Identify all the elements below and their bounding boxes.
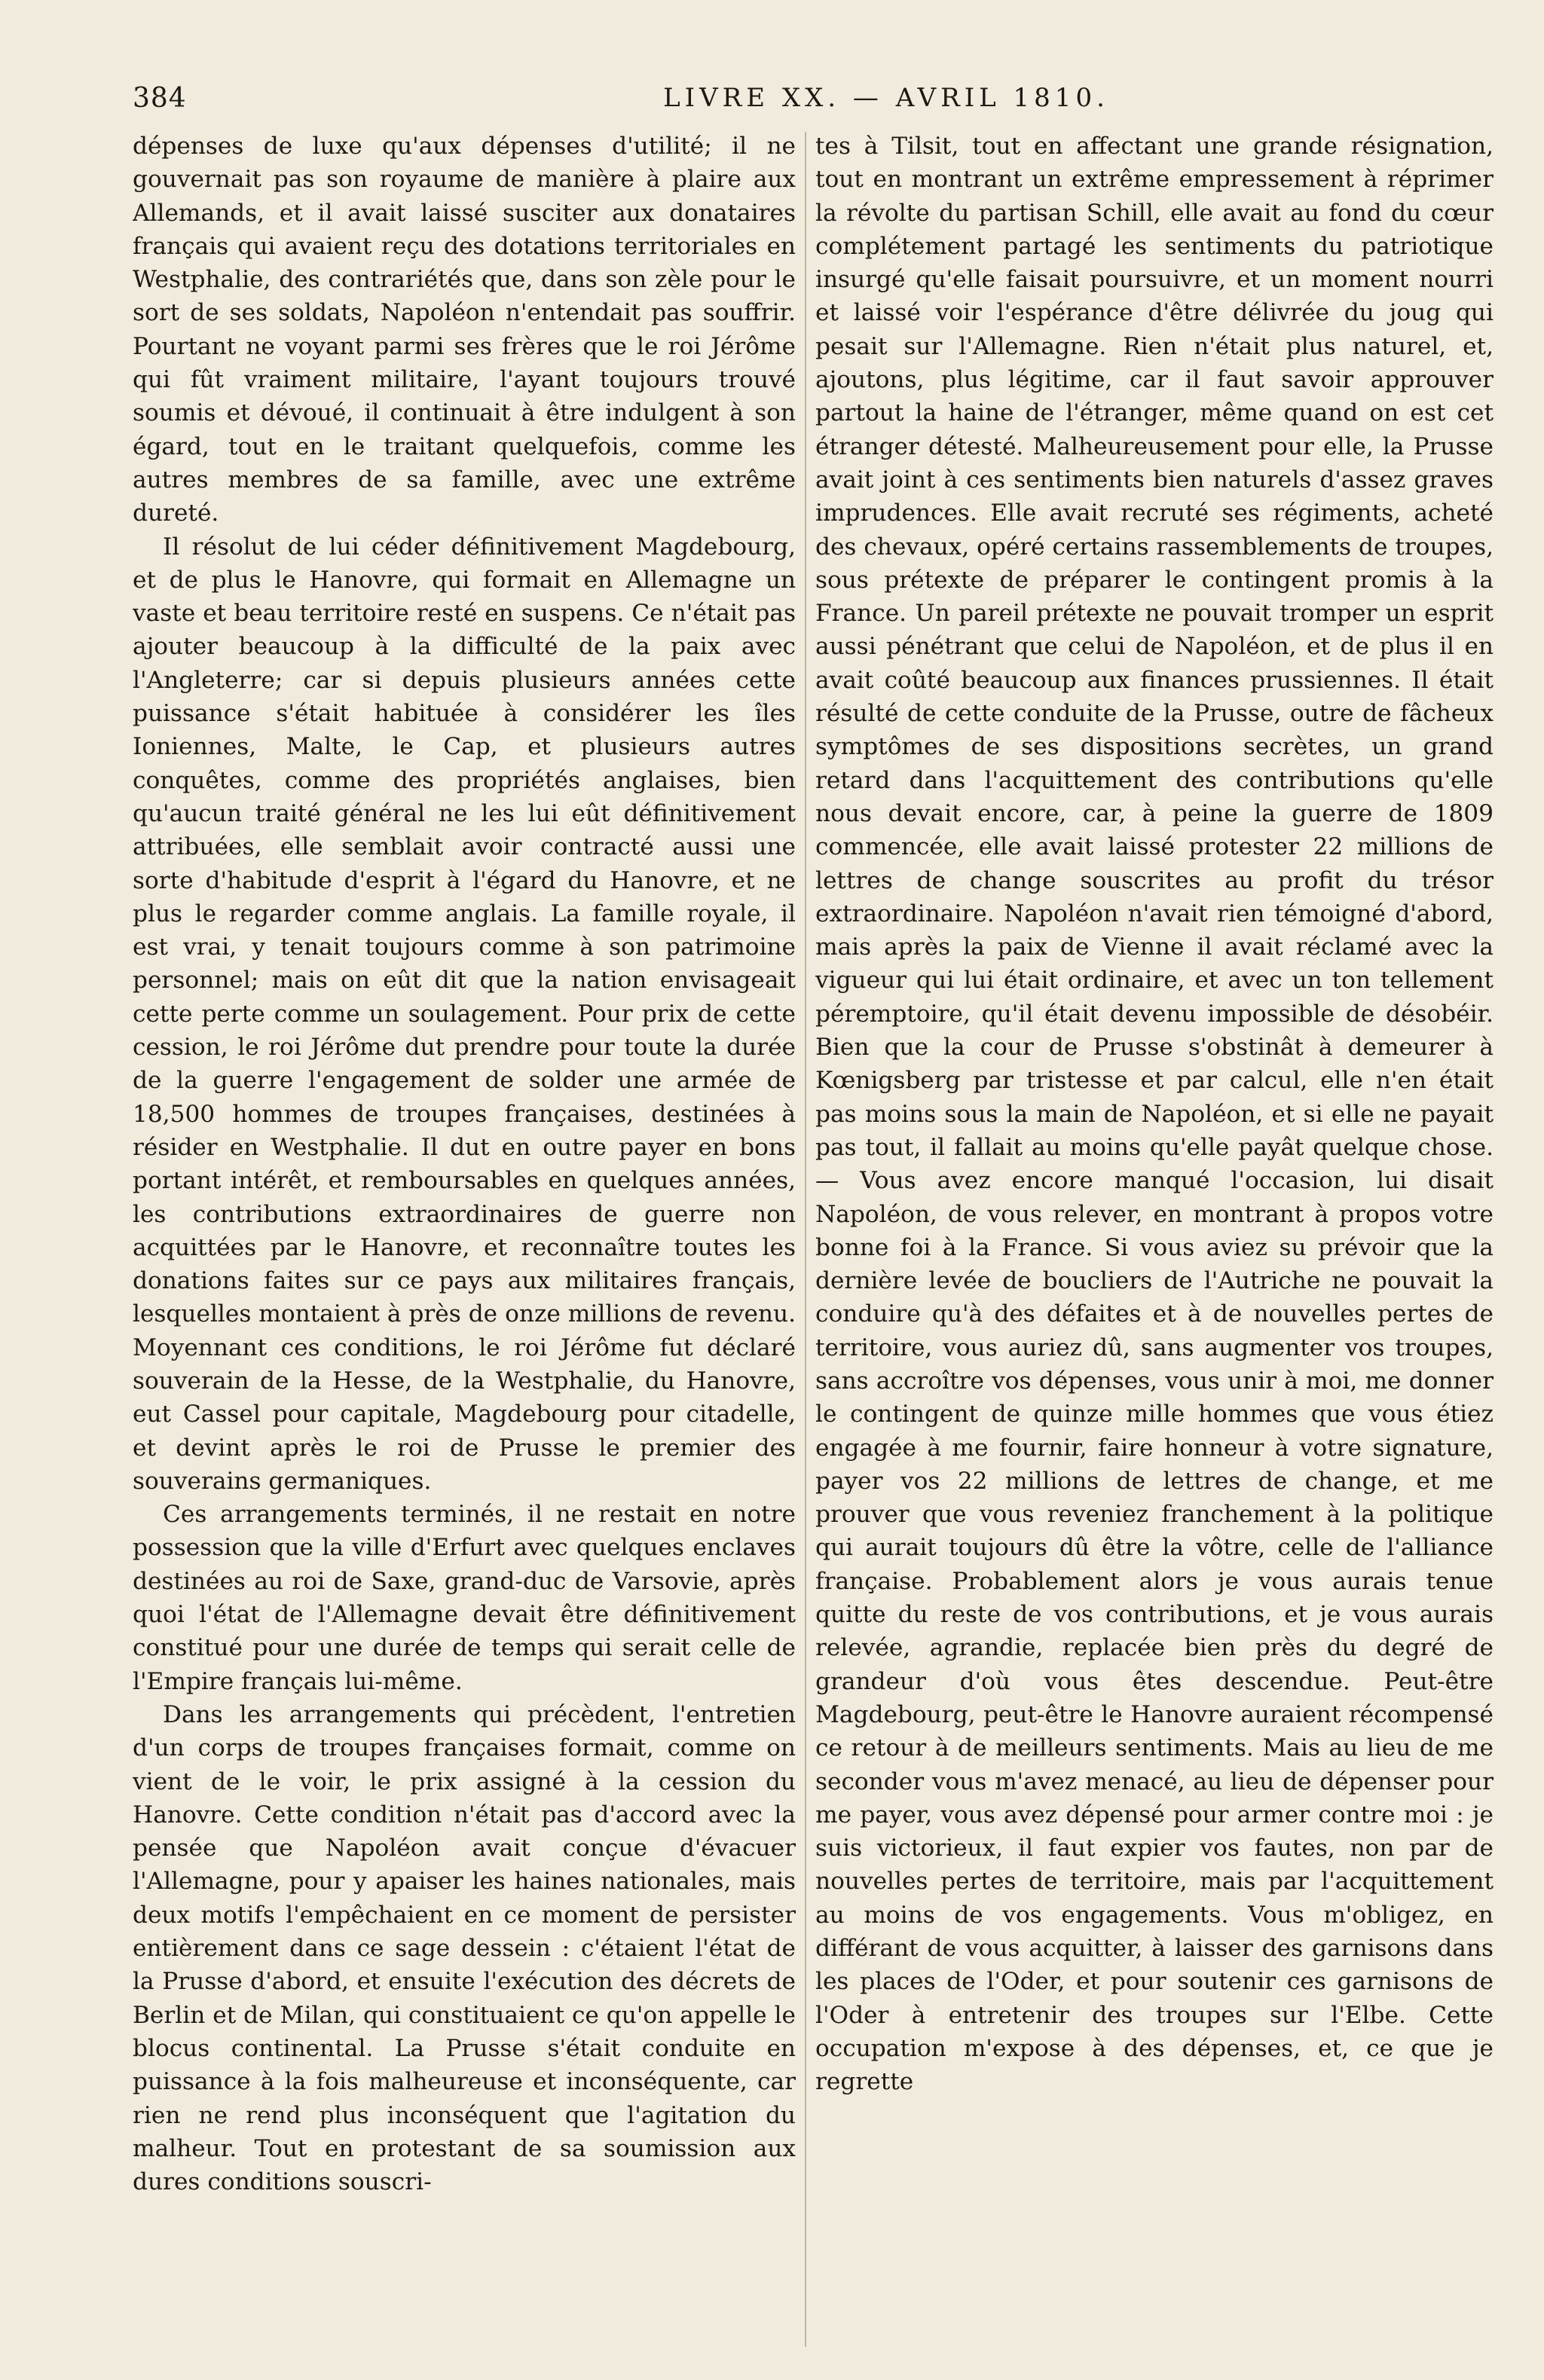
paragraph: tes à Tilsit, tout en affectant une grande résignation, tout en montrant un extrême empressement à réprimer la révolte du partisan Schill, elle avait au fond du cœur complétement partagé les sentiments du patriotique insurgé qu'elle faisait poursuivre, et un moment nourri et laissé voir l'espérance d'être délivrée du joug qui pesait sur l'Allemagne. Rien n'était plus naturel, et, ajoutons, plus légitime, car il faut savoir approuver partout la haine de l'étranger, même quand on est cet étranger détesté. Malheureusement pour elle, la Prusse avait joint à ces sentiments bien naturels d'assez graves imprudences. Elle avait recruté ses régiments, acheté des chevaux, opéré certains rassemblements de troupes, sous prétexte de préparer le contingent promis à la France. Un pareil prétexte ne pouvait tromper un esprit aussi pénétrant que celui de Napoléon, et de plus il en avait coûté beaucoup aux finances prussiennes. Il était résulté de cette conduite de la Prusse, outre de fâcheux symptômes de ses dispositions secrètes, un grand retard dans l'acquittement des contributions qu'elle nous devait encore, car, à peine la guerre de 1809 commencée, elle avait laissé protester 22 millions de lettres de change souscrites au profit du trésor extraordinaire. Napoléon n'avait rien témoigné d'abord, mais après la paix de Vienne il avait réclamé avec la vigueur qui lui était ordinaire, et avec un ton tellement péremptoire, qu'il était devenu impossible de désobéir. Bien que la cour de Prusse s'obstinât à demeurer à Kœnigsberg par tristesse et par calcul, elle n'en était pas moins sous la main de Napoléon, et si elle ne payait pas tout, il fallait au moins qu'elle payât quelque chose. — Vous avez encore manqué l'occasion, lui disait Napoléon, de vous relever, en montrant à propos votre bonne foi à la France. Si vous aviez su prévoir que la dernière levée de boucliers de l'Autriche ne pouvait la conduire qu'à des défaites et à de nouvelles pertes de territoire, vous auriez dû, sans augmenter vos troupes, sans accroître vos dépenses, vous unir à moi, me donner le contingent de quinze mille hommes que vous étiez engagée à me fournir, faire honneur à votre signature, payer vos 22 millions de lettres de change, et me prouver que vous reveniez franchement à la politique qui aurait toujours dû être la vôtre, celle de l'alliance française. Probablement alors je vous aurais tenue quitte du reste de vos contributions, et je vous aurais relevée, agrandie, replacée bien près du degré de grandeur d'où vous êtes descendue. Peut-être Magdebourg, peut-être le Hanovre auraient récompensé ce retour à de meilleurs sentiments. Mais au lieu de me seconder vous m'avez menacé, au lieu de dépenser pour me payer, vous avez dépensé pour armer contre moi : je suis victorieux, il faut expier vos fautes, non par de nouvelles pertes de territoire, mais par l'acquittement au moins de vos engagements. Vous m'obligez, en différant de vous acquitter, à laisser des garnisons dans les places de l'Oder, et pour soutenir ces garnisons de l'Oder à entretenir des troupes sur l'Elbe. Cette occupation m'expose à des dépenses, et, ce que je regrette: [815, 133, 1494, 2096]
right-text-column: [815, 130, 1494, 2348]
paragraph: Dans les arrangements qui précèdent, l'entretien d'un corps de troupes françaises formait, comme on vient de le voir, le prix assigné à la cession du Hanovre. Cette condition n'était pas d'accord avec la pensée que Napoléon avait conçue d'évacuer l'Allemagne, pour y apaiser les haines nationales, mais deux motifs l'empêchaient en ce moment de persister entièrement dans ce sage dessein : c'étaient l'état de la Prusse d'abord, et ensuite l'exécution des décrets de Berlin et de Milan, qui constituaient ce qu'on appelle le blocus continental. La Prusse s'était conduite en puissance à la fois malheureuse et inconséquente, car rien ne rend plus inconséquent que l'agitation du malheur. Tout en protestant de sa soumission aux dures conditions souscri-: [133, 1700, 796, 2196]
page-header: [133, 83, 1489, 128]
paragraph: dépenses de luxe qu'aux dépenses d'utilité; il ne gouvernait pas son royaume de manière à plaire aux Allemands, et il avait laissé susciter aux donataires français qui avaient reçu des dotations territoriales en Westphalie, des contrariétés que, dans son zèle pour le sort de ses soldats, Napoléon n'entendait pas souffrir. Pourtant ne voyant parmi ses frères que le roi Jérôme qui fût vraiment militaire, l'ayant toujours trouvé soumis et dévoué, il continuait à être indulgent à son égard, tout en le traitant quelquefois, comme les autres membres de sa famille, avec une extrême dureté.: [133, 133, 796, 527]
column-divider: [805, 132, 806, 2347]
running-title: LIVRE XX. — AVRIL 1810.: [663, 83, 1109, 113]
page-number: 384: [133, 83, 187, 114]
left-text-column: [133, 130, 796, 2348]
paragraph: Il résolut de lui céder définitivement Magdebourg, et de plus le Hanovre, qui formait en Allemagne un vaste et beau territoire resté en suspens. Ce n'était pas ajouter beaucoup à la difficulté de la paix avec l'Angleterre; car si depuis plusieurs années cette puissance s'était habituée à considérer les îles Ioniennes, Malte, le Cap, et plusieurs autres conquêtes, comme des propriétés anglaises, bien qu'aucun traité général ne les lui eût définitivement attribuées, elle semblait avoir contracté aussi une sorte d'habitude d'esprit à l'égard du Hanovre, et ne plus le regarder comme anglais. La famille royale, il est vrai, y tenait toujours comme à son patrimoine personnel; mais on eût dit que la nation envisageait cette perte comme un soulagement. Pour prix de cette cession, le roi Jérôme dut prendre pour toute la durée de la guerre l'engagement de solder une armée de 18,500 hommes de troupes françaises, destinées à résider en Westphalie. Il dut en outre payer en bons portant intérêt, et remboursables en quelques années, les contributions extraordinaires de guerre non acquittées par le Hanovre, et reconnaître toutes les donations faites sur ce pays aux militaires français, lesquelles montaient à près de onze millions de revenu. Moyennant ces conditions, le roi Jérôme fut déclaré souverain de la Hesse, de la Westphalie, du Hanovre, eut Cassel pour capitale, Magdebourg pour citadelle, et devint après le roi de Prusse le premier des souverains germaniques.: [133, 533, 796, 1495]
paragraph: Ces arrangements terminés, il ne restait en notre possession que la ville d'Erfurt avec quelques enclaves destinées au roi de Saxe, grand-duc de Varsovie, après quoi l'état de l'Allemagne devait être définitivement constitué pour une durée de temps qui serait celle de l'Empire français lui-même.: [133, 1501, 796, 1695]
